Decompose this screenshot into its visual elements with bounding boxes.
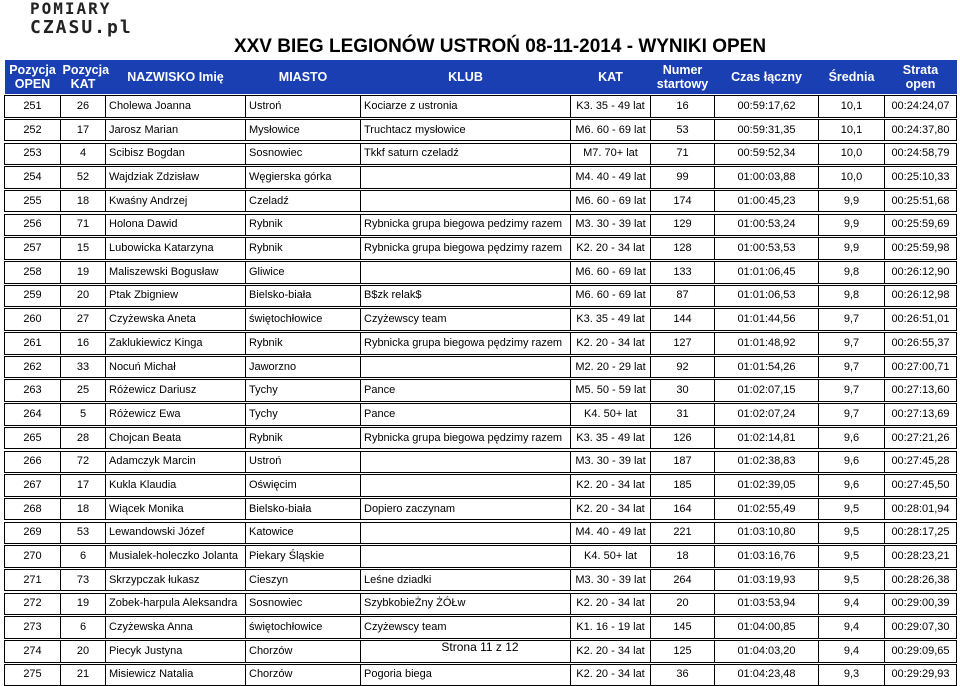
col-kat-cell: M3. 30 - 39 lat <box>571 214 651 236</box>
col-miasto-cell: Tychy <box>246 380 361 402</box>
col-numer-cell: 128 <box>651 238 715 260</box>
table-row <box>5 380 957 402</box>
col-czas-cell: 00:59:31,35 <box>715 119 819 141</box>
col-numer-cell: 18 <box>651 546 715 568</box>
col-klub-cell: Pance <box>361 404 571 426</box>
col-nazwisko-cell: Czyżewska Anna <box>106 617 246 639</box>
col-czas-cell: 01:02:07,15 <box>715 380 819 402</box>
col-kat-cell: K2. 20 - 34 lat <box>571 641 651 663</box>
col-pozycja-kat-cell: 6 <box>61 617 106 639</box>
col-pozycja-open-cell: 256 <box>5 214 61 236</box>
col-srednia-cell: 9,6 <box>819 475 885 497</box>
col-klub-header: KLUB <box>361 60 571 94</box>
col-czas-cell: 00:59:17,62 <box>715 96 819 118</box>
col-nazwisko-cell: Adamczyk Marcin <box>106 451 246 473</box>
table-row <box>5 451 957 473</box>
col-numer-cell: 126 <box>651 427 715 449</box>
col-srednia-cell: 9,5 <box>819 522 885 544</box>
col-miasto-cell: Gliwice <box>246 262 361 284</box>
col-nazwisko-cell: Misiewicz Natalia <box>106 664 246 686</box>
col-pozycja-open-cell: 261 <box>5 333 61 355</box>
col-strata-cell: 00:27:45,28 <box>885 451 957 473</box>
col-czas-cell: 01:04:03,20 <box>715 641 819 663</box>
col-pozycja-kat-cell: 16 <box>61 333 106 355</box>
col-czas-cell: 01:02:39,05 <box>715 475 819 497</box>
col-srednia-cell: 9,6 <box>819 451 885 473</box>
col-czas-cell: 01:00:53,24 <box>715 214 819 236</box>
col-numer-cell: 92 <box>651 356 715 378</box>
col-miasto-cell: Chorzów <box>246 664 361 686</box>
col-klub-cell: Rybnicka grupa biegowa pedzimy razem <box>361 214 571 236</box>
col-kat-cell: K4. 50+ lat <box>571 546 651 568</box>
col-numer-cell: 30 <box>651 380 715 402</box>
col-nazwisko-header: NAZWISKO Imię <box>106 60 246 94</box>
col-pozycja-kat-cell: 19 <box>61 262 106 284</box>
col-pozycja-open-cell: 259 <box>5 285 61 307</box>
col-czas-cell: 01:01:54,26 <box>715 356 819 378</box>
table-row <box>5 190 957 212</box>
col-pozycja-open-cell: 267 <box>5 475 61 497</box>
col-czas-cell: 01:00:03,88 <box>715 167 819 189</box>
col-czas-cell: 01:02:14,81 <box>715 427 819 449</box>
col-pozycja-kat-cell: 15 <box>61 238 106 260</box>
col-numer-header: Numer startowy <box>651 60 715 94</box>
col-nazwisko-cell: Nocuń Michał <box>106 356 246 378</box>
table-row <box>5 475 957 497</box>
col-klub-cell: Czyżewscy team <box>361 309 571 331</box>
col-klub-cell <box>361 451 571 473</box>
col-czas-cell: 01:03:16,76 <box>715 546 819 568</box>
col-czas-cell: 01:03:53,94 <box>715 593 819 615</box>
col-klub-cell <box>361 356 571 378</box>
col-kat-cell: K4. 50+ lat <box>571 404 651 426</box>
col-srednia-cell: 9,7 <box>819 333 885 355</box>
col-strata-cell: 00:25:10,33 <box>885 167 957 189</box>
col-miasto-cell: Katowice <box>246 522 361 544</box>
col-klub-cell: Pance <box>361 380 571 402</box>
col-srednia-cell: 9,4 <box>819 617 885 639</box>
col-strata-cell: 00:28:01,94 <box>885 498 957 520</box>
col-pozycja-open-cell: 262 <box>5 356 61 378</box>
col-czas-cell: 01:02:38,83 <box>715 451 819 473</box>
col-czas-cell: 01:01:48,92 <box>715 333 819 355</box>
col-strata-cell: 00:29:00,39 <box>885 593 957 615</box>
col-kat-header: KAT <box>571 60 651 94</box>
col-strata-cell: 00:28:26,38 <box>885 569 957 591</box>
col-strata-cell: 00:24:24,07 <box>885 96 957 118</box>
col-miasto-cell: Cieszyn <box>246 569 361 591</box>
col-pozycja-kat-cell: 17 <box>61 475 106 497</box>
col-srednia-cell: 9,4 <box>819 593 885 615</box>
col-miasto-cell: Węgierska górka <box>246 167 361 189</box>
col-pozycja-kat-cell: 17 <box>61 119 106 141</box>
col-pozycja-kat-cell: 72 <box>61 451 106 473</box>
col-nazwisko-cell: Wajdziak Zdzisław <box>106 167 246 189</box>
col-miasto-cell: Sosnowiec <box>246 593 361 615</box>
col-pozycja-kat-cell: 20 <box>61 641 106 663</box>
col-pozycja-kat-cell: 18 <box>61 498 106 520</box>
col-czas-cell: 01:02:07,24 <box>715 404 819 426</box>
col-miasto-cell: Chorzów <box>246 641 361 663</box>
col-czas-cell: 01:01:06,45 <box>715 262 819 284</box>
table-row <box>5 427 957 449</box>
col-nazwisko-cell: Skrzypczak łukasz <box>106 569 246 591</box>
col-kat-cell: M4. 40 - 49 lat <box>571 522 651 544</box>
col-klub-cell: Tkkf saturn czeladź <box>361 143 571 165</box>
col-strata-cell: 00:29:07,30 <box>885 617 957 639</box>
col-strata-cell: 00:26:12,90 <box>885 262 957 284</box>
col-srednia-cell: 9,8 <box>819 262 885 284</box>
col-strata-cell: 00:27:45,50 <box>885 475 957 497</box>
col-kat-cell: K2. 20 - 34 lat <box>571 475 651 497</box>
table-row <box>5 167 957 189</box>
col-klub-cell: Czyżewscy team <box>361 617 571 639</box>
col-pozycja-kat-cell: 73 <box>61 569 106 591</box>
col-strata-cell: 00:27:13,69 <box>885 404 957 426</box>
col-kat-cell: K3. 35 - 49 lat <box>571 309 651 331</box>
col-kat-cell: M6. 60 - 69 lat <box>571 262 651 284</box>
table-row <box>5 262 957 284</box>
table-row <box>5 333 957 355</box>
col-miasto-cell: świętochłowice <box>246 309 361 331</box>
col-strata-cell: 00:29:09,65 <box>885 641 957 663</box>
col-strata-cell: 00:26:12,98 <box>885 285 957 307</box>
col-numer-cell: 36 <box>651 664 715 686</box>
col-pozycja-kat-cell: 52 <box>61 167 106 189</box>
col-srednia-cell: 9,5 <box>819 546 885 568</box>
table-row <box>5 238 957 260</box>
col-strata-cell: 00:24:58,79 <box>885 143 957 165</box>
col-klub-cell <box>361 190 571 212</box>
col-nazwisko-cell: Czyżewska Aneta <box>106 309 246 331</box>
col-numer-cell: 174 <box>651 190 715 212</box>
col-kat-cell: M4. 40 - 49 lat <box>571 167 651 189</box>
col-strata-cell: 00:25:51,68 <box>885 190 957 212</box>
table-row <box>5 664 957 686</box>
col-pozycja-open-cell: 265 <box>5 427 61 449</box>
table-row <box>5 546 957 568</box>
col-klub-cell: Rybnicka grupa biegowa pędzimy razem <box>361 238 571 260</box>
col-srednia-cell: 10,1 <box>819 96 885 118</box>
col-miasto-cell: Piekary Śląskie <box>246 546 361 568</box>
col-klub-cell: Leśne dziadki <box>361 569 571 591</box>
logo-line-2: CZASU.pl <box>30 17 133 38</box>
col-numer-cell: 144 <box>651 309 715 331</box>
col-kat-cell: K2. 20 - 34 lat <box>571 593 651 615</box>
col-pozycja-open-cell: 275 <box>5 664 61 686</box>
table-row <box>5 404 957 426</box>
col-klub-cell <box>361 475 571 497</box>
col-czas-cell: 01:02:55,49 <box>715 498 819 520</box>
col-pozycja-kat-cell: 6 <box>61 546 106 568</box>
col-kat-cell: M2. 20 - 29 lat <box>571 356 651 378</box>
col-pozycja-kat-cell: 25 <box>61 380 106 402</box>
col-pozycja-kat-header: Pozycja KAT <box>61 60 106 94</box>
col-srednia-cell: 9,3 <box>819 664 885 686</box>
col-miasto-cell: Jaworzno <box>246 356 361 378</box>
col-miasto-cell: Oświęcim <box>246 475 361 497</box>
col-miasto-cell: Czeladź <box>246 190 361 212</box>
col-numer-cell: 164 <box>651 498 715 520</box>
col-czas-cell: 01:04:23,48 <box>715 664 819 686</box>
col-numer-cell: 187 <box>651 451 715 473</box>
col-srednia-cell: 9,8 <box>819 285 885 307</box>
col-srednia-header: Średnia <box>819 60 885 94</box>
col-srednia-cell: 9,4 <box>819 641 885 663</box>
col-pozycja-open-cell: 269 <box>5 522 61 544</box>
col-nazwisko-cell: Maliszewski Bogusław <box>106 262 246 284</box>
col-miasto-cell: Rybnik <box>246 333 361 355</box>
col-numer-cell: 99 <box>651 167 715 189</box>
col-strata-cell: 00:27:21,26 <box>885 427 957 449</box>
col-pozycja-kat-cell: 53 <box>61 522 106 544</box>
table-row <box>5 356 957 378</box>
col-pozycja-open-cell: 252 <box>5 119 61 141</box>
col-miasto-cell: Tychy <box>246 404 361 426</box>
col-srednia-cell: 9,6 <box>819 427 885 449</box>
col-srednia-cell: 9,9 <box>819 214 885 236</box>
col-miasto-cell: Bielsko-biała <box>246 285 361 307</box>
col-czas-header: Czas łączny <box>715 60 819 94</box>
col-czas-cell: 01:04:00,85 <box>715 617 819 639</box>
col-pozycja-kat-cell: 18 <box>61 190 106 212</box>
col-srednia-cell: 9,7 <box>819 404 885 426</box>
col-strata-cell: 00:25:59,98 <box>885 238 957 260</box>
col-czas-cell: 01:00:53,53 <box>715 238 819 260</box>
col-strata-cell: 00:28:23,21 <box>885 546 957 568</box>
table-body <box>5 94 957 686</box>
col-klub-cell: B$zk relak$ <box>361 285 571 307</box>
col-strata-cell: 00:27:00,71 <box>885 356 957 378</box>
col-numer-cell: 129 <box>651 214 715 236</box>
col-miasto-cell: Rybnik <box>246 214 361 236</box>
col-miasto-cell: Sosnowiec <box>246 143 361 165</box>
col-klub-cell: Pogoria biega <box>361 664 571 686</box>
table-row <box>5 498 957 520</box>
col-miasto-cell: Ustroń <box>246 96 361 118</box>
col-klub-cell: SzybkobieŻny ŻÓŁw <box>361 593 571 615</box>
col-pozycja-open-header: Pozycja OPEN <box>5 60 61 94</box>
col-pozycja-open-cell: 260 <box>5 309 61 331</box>
col-czas-cell: 01:00:45,23 <box>715 190 819 212</box>
col-pozycja-kat-cell: 5 <box>61 404 106 426</box>
col-srednia-cell: 9,9 <box>819 190 885 212</box>
col-pozycja-kat-cell: 20 <box>61 285 106 307</box>
col-miasto-cell: świętochłowice <box>246 617 361 639</box>
table-row <box>5 569 957 591</box>
col-strata-cell: 00:28:17,25 <box>885 522 957 544</box>
col-klub-cell: Rybnicka grupa biegowa pędzimy razem <box>361 333 571 355</box>
col-numer-cell: 16 <box>651 96 715 118</box>
col-kat-cell: K2. 20 - 34 lat <box>571 333 651 355</box>
col-miasto-header: MIASTO <box>246 60 361 94</box>
table-row <box>5 119 957 141</box>
col-nazwisko-cell: Różewicz Dariusz <box>106 380 246 402</box>
col-pozycja-kat-cell: 26 <box>61 96 106 118</box>
table-header-row <box>5 60 957 94</box>
col-czas-cell: 01:03:10,80 <box>715 522 819 544</box>
col-nazwisko-cell: Różewicz Ewa <box>106 404 246 426</box>
table-row <box>5 143 957 165</box>
table-row <box>5 96 957 118</box>
col-pozycja-kat-cell: 27 <box>61 309 106 331</box>
logo-line-1: POMIARY <box>30 0 112 18</box>
col-nazwisko-cell: Piecyk Justyna <box>106 641 246 663</box>
col-klub-cell <box>361 546 571 568</box>
col-pozycja-open-cell: 270 <box>5 546 61 568</box>
col-numer-cell: 264 <box>651 569 715 591</box>
col-klub-cell <box>361 167 571 189</box>
page-title: XXV BIEG LEGIONÓW USTROŃ 08-11-2014 - WYNIKI OPEN <box>233 36 767 57</box>
col-klub-cell: Kociarze z ustronia <box>361 96 571 118</box>
col-pozycja-open-cell: 272 <box>5 593 61 615</box>
col-numer-cell: 53 <box>651 119 715 141</box>
col-pozycja-open-cell: 253 <box>5 143 61 165</box>
table-row <box>5 617 957 639</box>
col-nazwisko-cell: Jarosz Marian <box>106 119 246 141</box>
col-srednia-cell: 9,7 <box>819 309 885 331</box>
col-srednia-cell: 9,7 <box>819 356 885 378</box>
col-pozycja-kat-cell: 21 <box>61 664 106 686</box>
col-nazwisko-cell: Ptak Zbigniew <box>106 285 246 307</box>
col-klub-cell <box>361 522 571 544</box>
col-miasto-cell: Ustroń <box>246 451 361 473</box>
col-strata-cell: 00:27:13,60 <box>885 380 957 402</box>
col-strata-cell: 00:25:59,69 <box>885 214 957 236</box>
col-czas-cell: 01:01:06,53 <box>715 285 819 307</box>
col-nazwisko-cell: Wiącek Monika <box>106 498 246 520</box>
col-nazwisko-cell: Holona Dawid <box>106 214 246 236</box>
col-pozycja-kat-cell: 28 <box>61 427 106 449</box>
col-numer-cell: 127 <box>651 333 715 355</box>
page-footer: Strona 11 z 12 <box>441 640 519 654</box>
col-kat-cell: M6. 60 - 69 lat <box>571 119 651 141</box>
col-nazwisko-cell: Kwaśny Andrzej <box>106 190 246 212</box>
col-pozycja-open-cell: 251 <box>5 96 61 118</box>
col-pozycja-open-cell: 271 <box>5 569 61 591</box>
col-nazwisko-cell: Zobek-harpula Aleksandra <box>106 593 246 615</box>
col-kat-cell: M6. 60 - 69 lat <box>571 190 651 212</box>
col-miasto-cell: Mysłowice <box>246 119 361 141</box>
col-klub-cell: Rybnicka grupa biegowa pędzimy razem <box>361 427 571 449</box>
col-kat-cell: M6. 60 - 69 lat <box>571 285 651 307</box>
col-pozycja-open-cell: 254 <box>5 167 61 189</box>
col-numer-cell: 145 <box>651 617 715 639</box>
col-nazwisko-cell: Lewandowski Józef <box>106 522 246 544</box>
col-nazwisko-cell: Cholewa Joanna <box>106 96 246 118</box>
col-pozycja-open-cell: 255 <box>5 190 61 212</box>
col-srednia-cell: 9,5 <box>819 569 885 591</box>
col-czas-cell: 00:59:52,34 <box>715 143 819 165</box>
col-kat-cell: K3. 35 - 49 lat <box>571 96 651 118</box>
col-kat-cell: K1. 16 - 19 lat <box>571 617 651 639</box>
col-kat-cell: M5. 50 - 59 lat <box>571 380 651 402</box>
col-miasto-cell: Rybnik <box>246 427 361 449</box>
col-numer-cell: 71 <box>651 143 715 165</box>
col-klub-cell: Dopiero zaczynam <box>361 498 571 520</box>
col-numer-cell: 20 <box>651 593 715 615</box>
col-kat-cell: M3. 30 - 39 lat <box>571 451 651 473</box>
col-pozycja-open-cell: 268 <box>5 498 61 520</box>
col-kat-cell: K3. 35 - 49 lat <box>571 427 651 449</box>
col-numer-cell: 133 <box>651 262 715 284</box>
col-srednia-cell: 10,0 <box>819 167 885 189</box>
col-czas-cell: 01:01:44,56 <box>715 309 819 331</box>
col-strata-cell: 00:26:51,01 <box>885 309 957 331</box>
col-czas-cell: 01:03:19,93 <box>715 569 819 591</box>
col-srednia-cell: 10,0 <box>819 143 885 165</box>
col-strata-cell: 00:26:55,37 <box>885 333 957 355</box>
col-klub-cell <box>361 262 571 284</box>
col-nazwisko-cell: Lubowicka Katarzyna <box>106 238 246 260</box>
col-klub-cell: Truchtacz mysłowice <box>361 119 571 141</box>
col-pozycja-kat-cell: 19 <box>61 593 106 615</box>
col-strata-cell: 00:24:37,80 <box>885 119 957 141</box>
col-pozycja-open-cell: 274 <box>5 641 61 663</box>
col-numer-cell: 221 <box>651 522 715 544</box>
col-pozycja-kat-cell: 4 <box>61 143 106 165</box>
table-row <box>5 214 957 236</box>
col-kat-cell: K2. 20 - 34 lat <box>571 238 651 260</box>
col-numer-cell: 185 <box>651 475 715 497</box>
col-nazwisko-cell: Scibisz Bogdan <box>106 143 246 165</box>
table-row <box>5 593 957 615</box>
col-srednia-cell: 9,5 <box>819 498 885 520</box>
col-pozycja-open-cell: 257 <box>5 238 61 260</box>
col-pozycja-open-cell: 263 <box>5 380 61 402</box>
table-row <box>5 285 957 307</box>
col-pozycja-kat-cell: 71 <box>61 214 106 236</box>
table-row <box>5 309 957 331</box>
col-miasto-cell: Rybnik <box>246 238 361 260</box>
col-pozycja-open-cell: 266 <box>5 451 61 473</box>
col-pozycja-kat-cell: 33 <box>61 356 106 378</box>
col-kat-cell: K2. 20 - 34 lat <box>571 498 651 520</box>
col-miasto-cell: Bielsko-biała <box>246 498 361 520</box>
col-srednia-cell: 10,1 <box>819 119 885 141</box>
results-table <box>4 60 957 686</box>
col-srednia-cell: 9,9 <box>819 238 885 260</box>
col-strata-cell: 00:29:29,93 <box>885 664 957 686</box>
col-pozycja-open-cell: 264 <box>5 404 61 426</box>
col-srednia-cell: 9,7 <box>819 380 885 402</box>
col-numer-cell: 125 <box>651 641 715 663</box>
col-nazwisko-cell: Musialek-holeczko Jolanta <box>106 546 246 568</box>
col-nazwisko-cell: Chojcan Beata <box>106 427 246 449</box>
col-nazwisko-cell: Kukla Klaudia <box>106 475 246 497</box>
col-numer-cell: 31 <box>651 404 715 426</box>
table-row <box>5 522 957 544</box>
col-strata-header: Strata open <box>885 60 957 94</box>
col-kat-cell: M3. 30 - 39 lat <box>571 569 651 591</box>
col-pozycja-open-cell: 258 <box>5 262 61 284</box>
col-kat-cell: M7. 70+ lat <box>571 143 651 165</box>
col-numer-cell: 87 <box>651 285 715 307</box>
col-pozycja-open-cell: 273 <box>5 617 61 639</box>
col-kat-cell: K2. 20 - 34 lat <box>571 664 651 686</box>
col-nazwisko-cell: Zaklukiewicz Kinga <box>106 333 246 355</box>
